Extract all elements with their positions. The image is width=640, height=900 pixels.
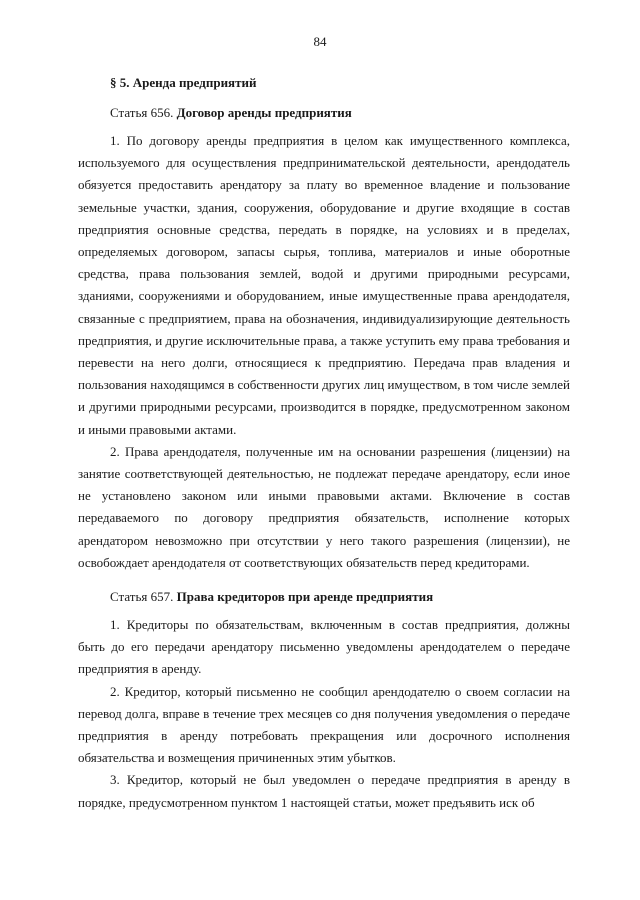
section-title: § 5. Аренда предприятий — [110, 75, 257, 90]
article-657-paragraph-1: 1. Кредиторы по обязательствам, включенным в состав предприятия, должны быть до его передачи арендатору письменно уведомлены арендодателем о передаче предприятия в аренду. — [78, 617, 570, 677]
article-657-paragraph-3: 3. Кредитор, который не был уведомлен о передаче предприятия в аренду в порядке, предусмотренном пунктом 1 настоящей статьи, может предъявить иск об — [78, 772, 570, 810]
article-657-paragraph-2: 2. Кредитор, который письменно не сообщил арендодателю о своем согласии на перевод долга, вправе в течение трех месяцев со дня получения уведомления о передаче предприятия в аренду потребовать прекращения или досрочного исполнения обязательства и возмещения причиненных этим убытков. — [78, 683, 570, 766]
article-656-paragraph-2: 2. Права арендодателя, полученные им на основании разрешения (лицензии) на занятие соответствующей деятельностью, не подлежат передаче арендатору, если иное не установлено законом или иными правовыми актами. Включение в состав передаваемого по договору предприятия обязательств, исполнение которых арендатором невозможно при отсутствии у него такого разрешения (лицензии), не освобождает арендодателя от соответствующих обязательств перед кредиторами. — [78, 443, 570, 570]
article-656-paragraph-1: 1. По договору аренды предприятия в целом как имущественного комплекса, используемого для осуществления предпринимательской деятельности, арендодатель обязуется предоставить арендатору за плату во временное владение и пользование земельные участки, здания, сооружения, оборудование и другие входящие в состав предприятия основные средства, передать в порядке, на условиях и в пределах, определяемых договором, запасы сырья, топлива, материалов и иные оборотные средства, права пользования землей, водой и другими природными ресурсами, зданиями, сооружениями и оборудованием, иные имущественные права арендодателя, связанные с предприятием, права на обозначения, индивидуализирующие деятельность предприятия, и другие исключительные права, а также уступить ему права требования и перевести на него долги, относящиеся к предприятию. Передача прав владения и пользования находящимся в собственности других лиц имуществом, в том числе землей и другими природными ресурсами, производится в порядке, предусмотренном законом и иными правовыми актами. — [78, 133, 570, 437]
article-657-name: Права кредиторов при аренде предприятия — [176, 589, 434, 605]
article-656-number: Статья 656. — [110, 105, 174, 120]
page-number: 84 — [313, 34, 327, 49]
article-656-name: Договор аренды предприятия — [176, 105, 352, 120]
article-656-title — [110, 102, 570, 124]
article-657-title — [110, 586, 570, 608]
page-content — [78, 72, 570, 814]
article-657-number: Статья 657. — [110, 589, 174, 605]
